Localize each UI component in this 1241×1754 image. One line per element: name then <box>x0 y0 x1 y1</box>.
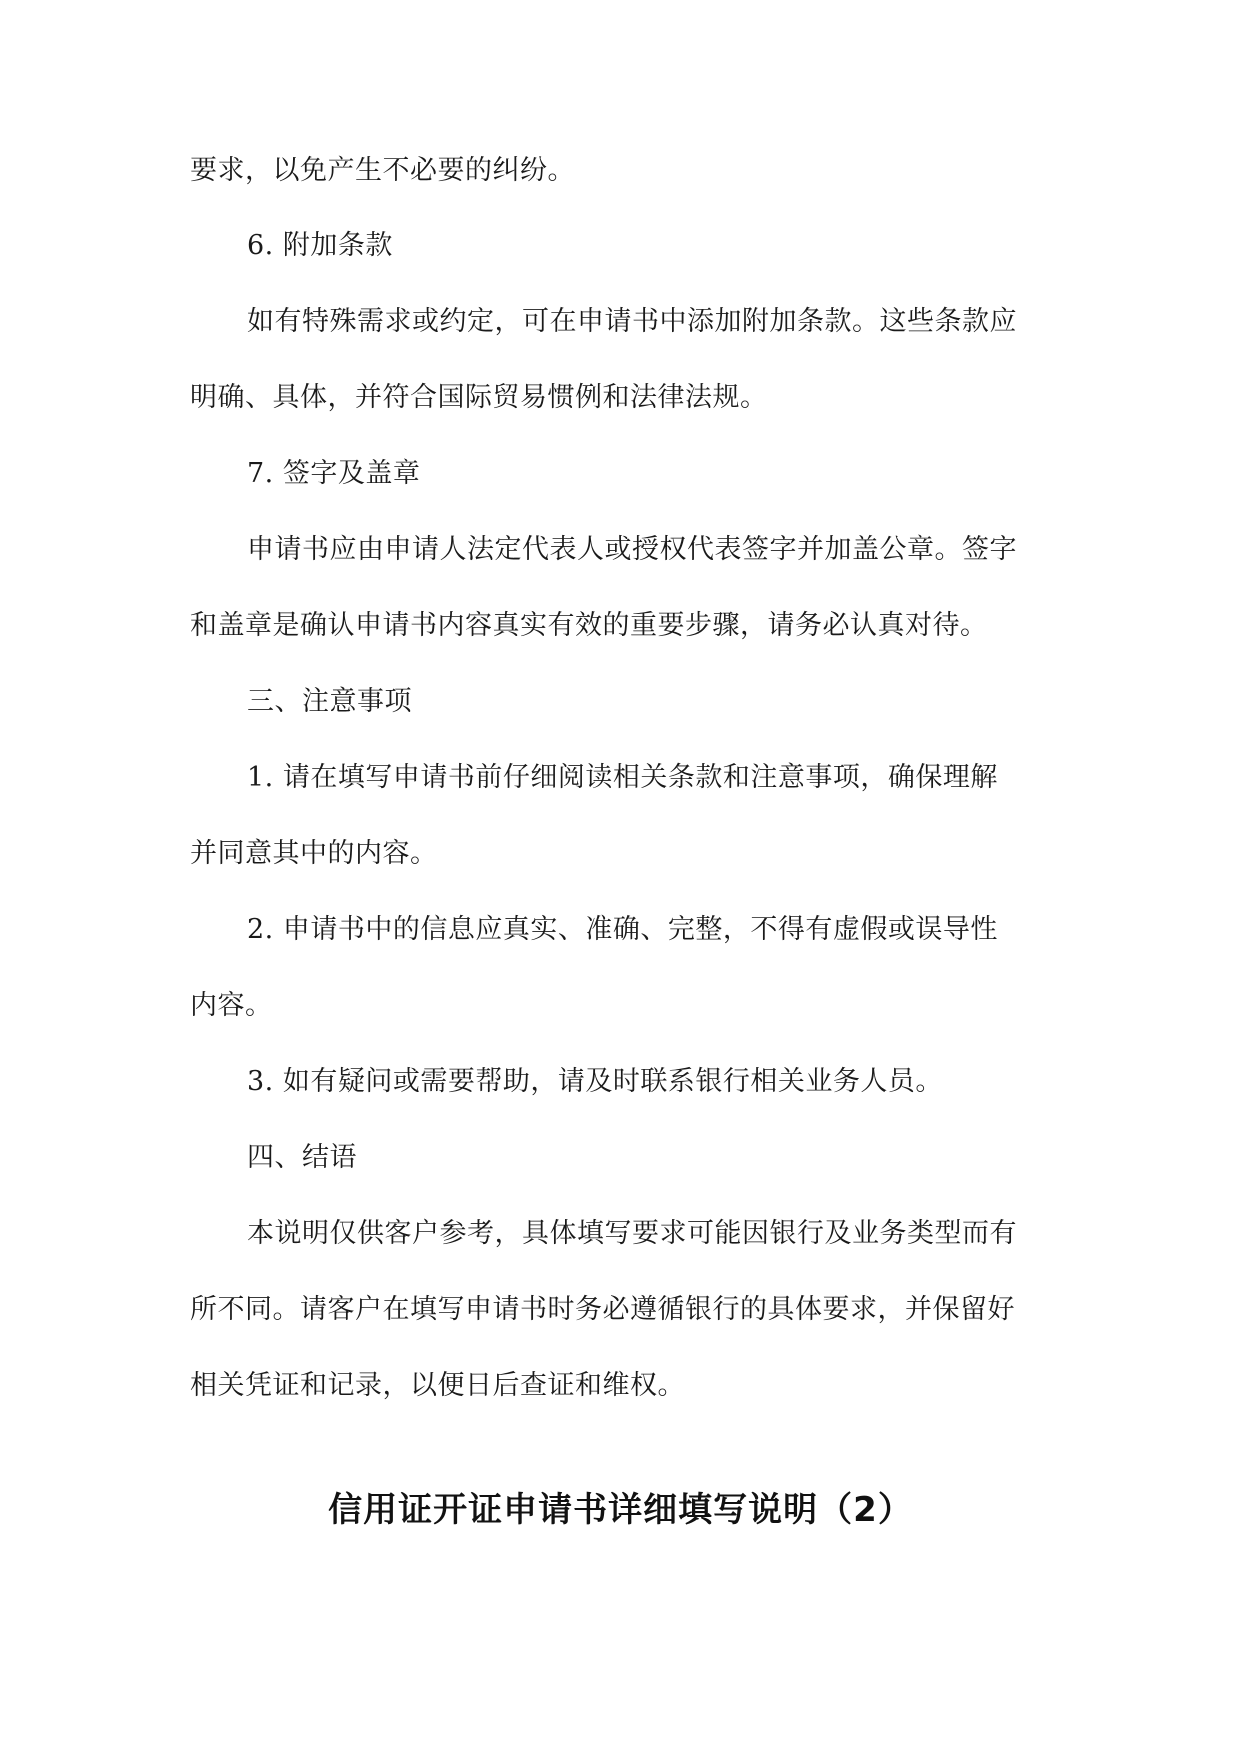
paragraph-line: 申请书应由申请人法定代表人或授权代表签字并加盖公章。签字 <box>247 534 1017 565</box>
paragraph-line: 本说明仅供客户参考，具体填写要求可能因银行及业务类型而有 <box>247 1218 1017 1249</box>
paragraph-line: 要求，以免产生不必要的纠纷。 <box>190 155 575 186</box>
list-item-line: 内容。 <box>190 990 273 1021</box>
document-title: 信用证开证申请书详细填写说明（2） <box>328 1490 913 1530</box>
section-heading-notes: 三、注意事项 <box>247 686 412 717</box>
paragraph-line: 所不同。请客户在填写申请书时务必遵循银行的具体要求，并保留好 <box>190 1294 1015 1325</box>
list-item-line: 2. 申请书中的信息应真实、准确、完整，不得有虚假或误导性 <box>247 914 998 945</box>
section-heading-signature-seal: 7. 签字及盖章 <box>247 458 421 489</box>
list-item-line: 1. 请在填写申请书前仔细阅读相关条款和注意事项，确保理解 <box>247 762 998 793</box>
paragraph-line: 和盖章是确认申请书内容真实有效的重要步骤，请务必认真对待。 <box>190 610 988 641</box>
paragraph-line: 相关凭证和记录，以便日后查证和维权。 <box>190 1370 685 1401</box>
paragraph-line: 如有特殊需求或约定，可在申请书中添加附加条款。这些条款应 <box>247 306 1017 337</box>
paragraph-line: 明确、具体，并符合国际贸易惯例和法律法规。 <box>190 382 768 413</box>
section-heading-additional-terms: 6. 附加条款 <box>247 230 393 261</box>
list-item-line: 并同意其中的内容。 <box>190 838 438 869</box>
list-item-line: 3. 如有疑问或需要帮助，请及时联系银行相关业务人员。 <box>247 1066 943 1097</box>
section-heading-conclusion: 四、结语 <box>247 1142 357 1173</box>
